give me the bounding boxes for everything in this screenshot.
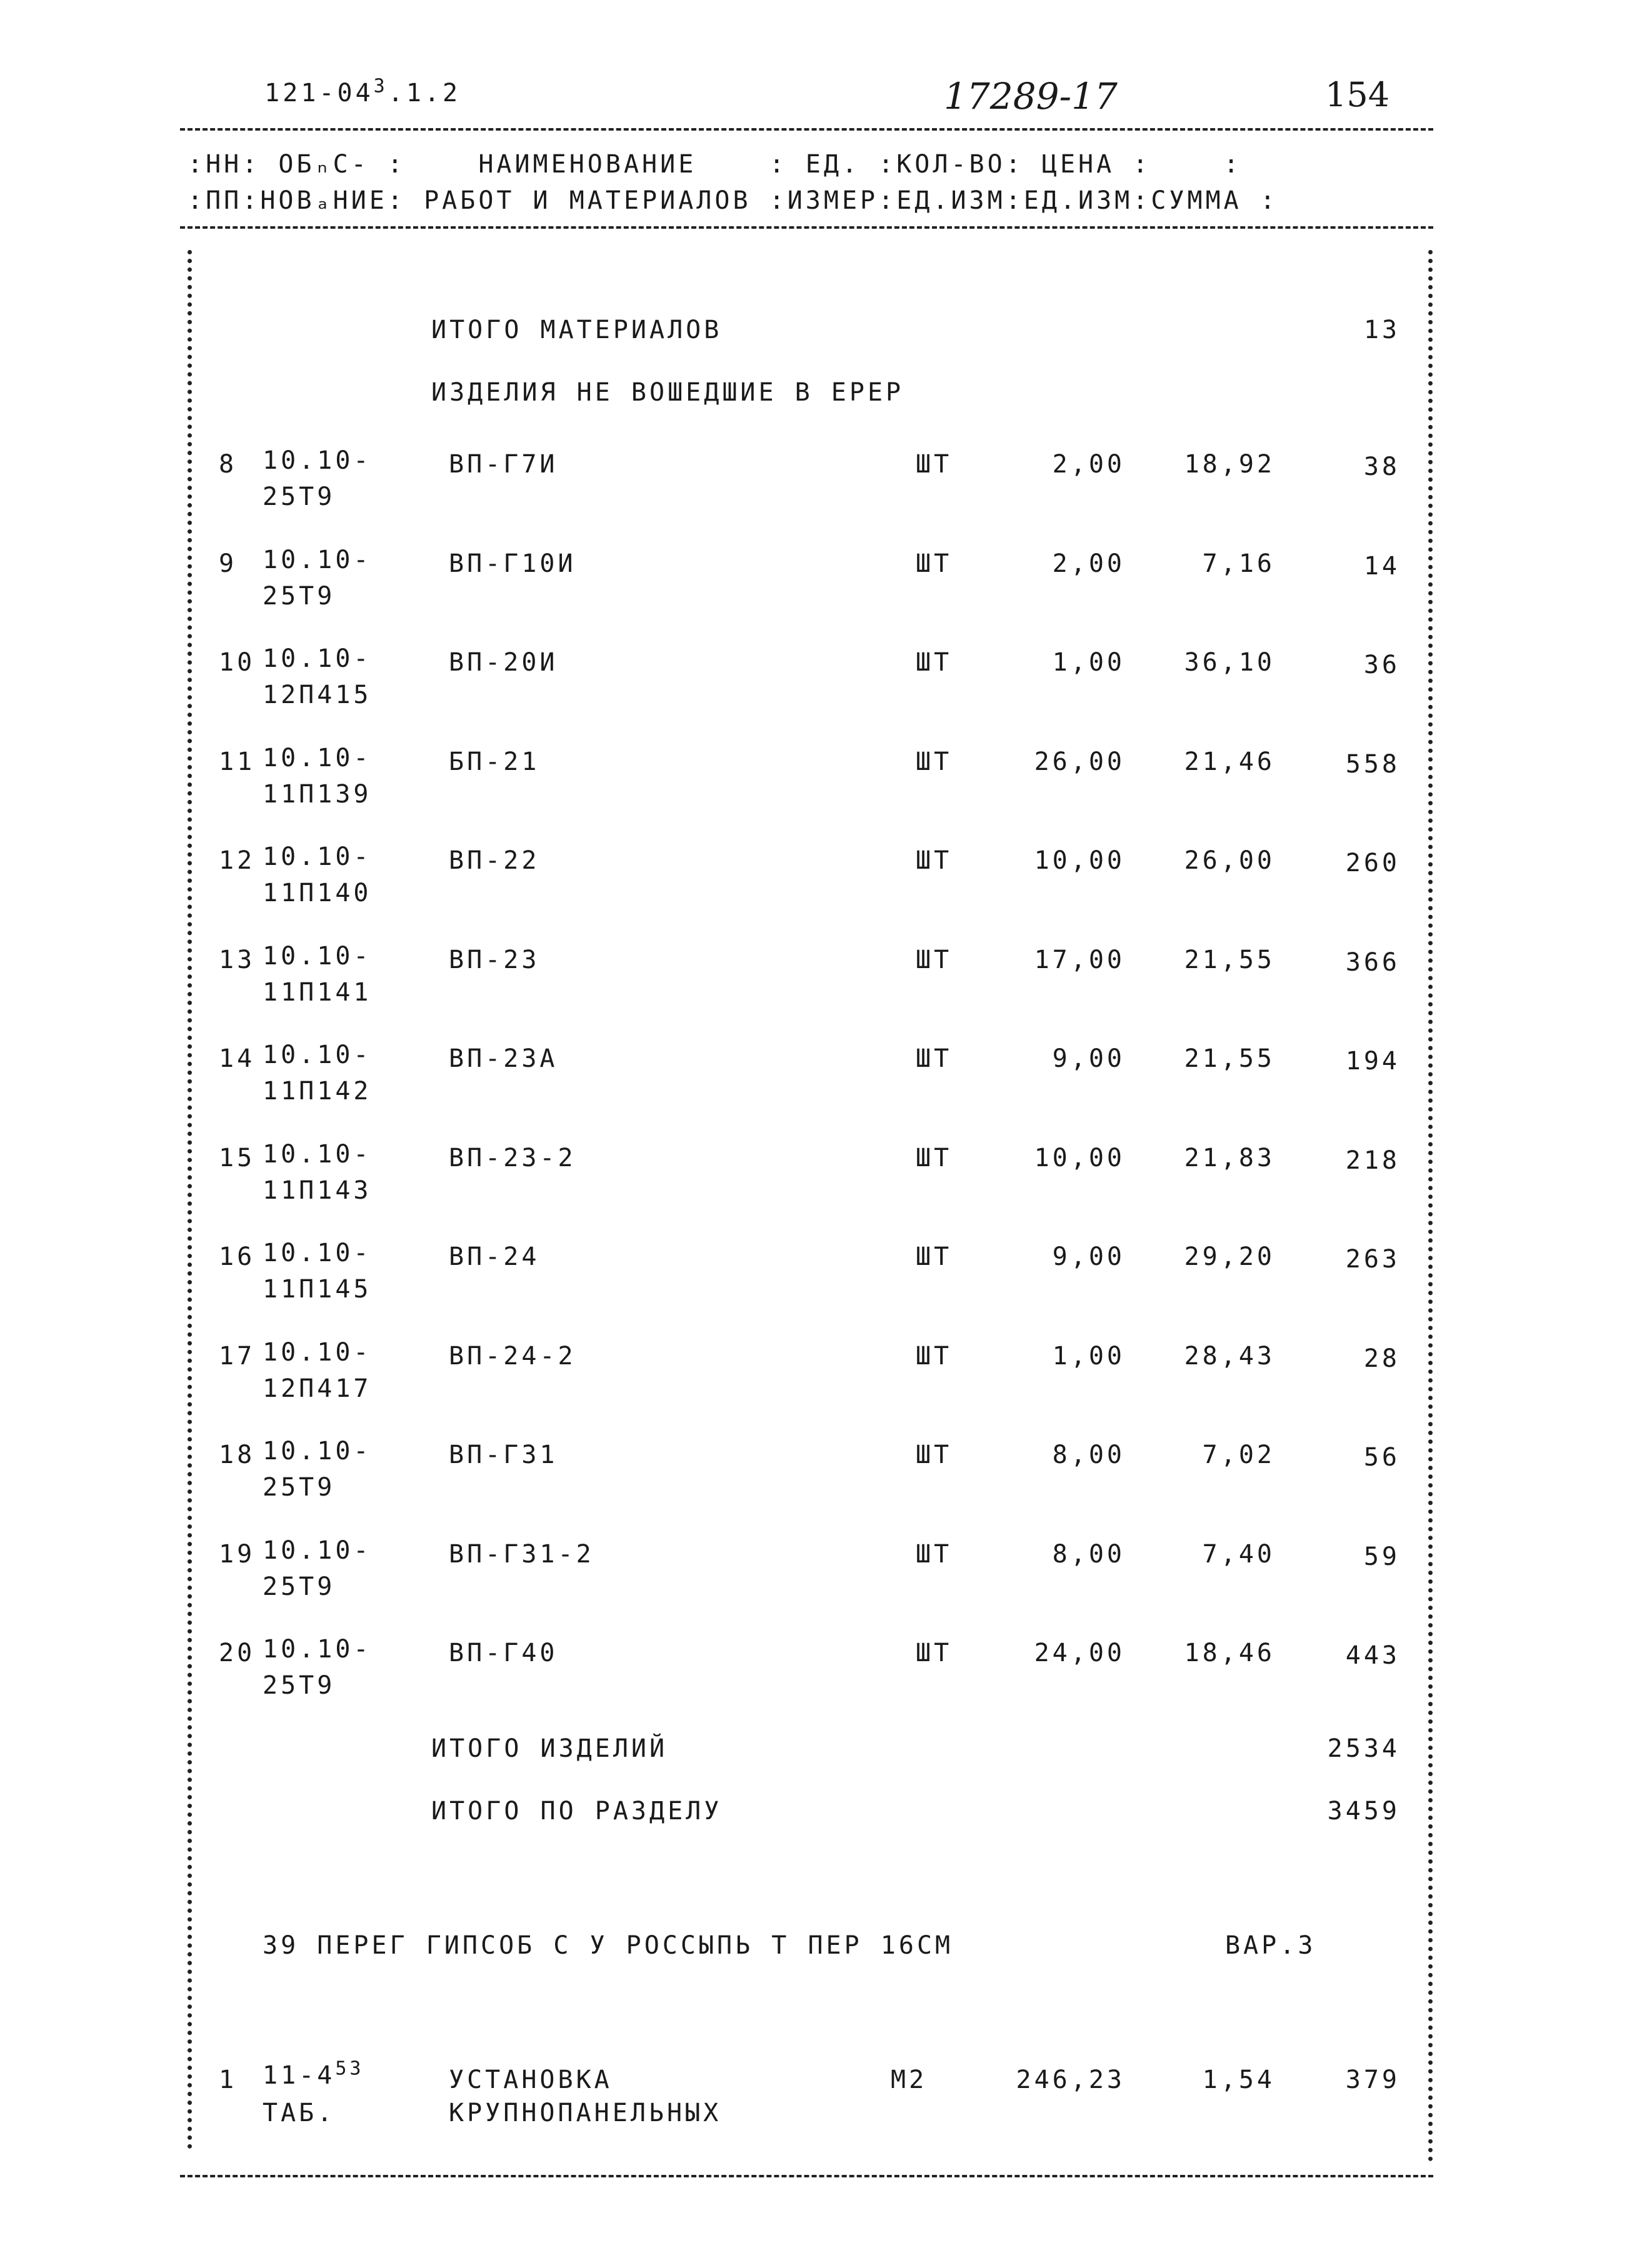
row-price: 18,92 xyxy=(1184,450,1275,479)
document-code: $121-04^3.1.2$ xyxy=(264,75,461,107)
row-code: 10.10- xyxy=(263,1536,372,1565)
row-name: ВП-Г7И xyxy=(449,450,558,479)
section-total-value: 3459 xyxy=(1327,1797,1400,1826)
row-unit: ШТ xyxy=(916,648,953,677)
row-number: 18 xyxy=(219,1441,256,1469)
row-qty: 8,00 xyxy=(1052,1540,1125,1569)
row-name: БП-21 xyxy=(449,747,540,776)
row-name: ВП-23-2 xyxy=(449,1144,576,1172)
row-code-2: 25Т9 xyxy=(263,1671,336,1700)
row-code-2: 12П417 xyxy=(263,1374,372,1403)
last-row-price: 1,54 xyxy=(1202,2066,1275,2094)
row-price: 29,20 xyxy=(1184,1242,1275,1271)
row-price: 18,46 xyxy=(1184,1639,1275,1667)
row-code-2: 11П141 xyxy=(263,978,372,1007)
row-qty: 2,00 xyxy=(1052,450,1125,479)
row-qty: 1,00 xyxy=(1052,648,1125,677)
row-number: 19 xyxy=(219,1540,256,1569)
row-unit: ШТ xyxy=(916,1242,953,1271)
row-code-2: 11П142 xyxy=(263,1077,372,1106)
row-number: 8 xyxy=(219,450,238,479)
last-row-unit: М2 xyxy=(891,2066,928,2094)
row-code-2: 25Т9 xyxy=(263,582,336,611)
row-sum: 56 xyxy=(1363,1443,1400,1472)
row-name: ВП-20И xyxy=(449,648,558,677)
handwritten-number: 17289-17 xyxy=(944,75,1118,117)
row-unit: ШТ xyxy=(916,549,953,578)
row-number: 17 xyxy=(219,1342,256,1371)
row-code-2: 25Т9 xyxy=(263,1473,336,1502)
row-code-2: 25Т9 xyxy=(263,1572,336,1601)
row-code: 10.10- xyxy=(263,644,372,673)
row-unit: ШТ xyxy=(916,450,953,479)
row-qty: 8,00 xyxy=(1052,1441,1125,1469)
row-code-2: 11П140 xyxy=(263,879,372,907)
row-qty: 10,00 xyxy=(1034,1144,1125,1172)
row-number: 14 xyxy=(219,1044,256,1073)
row-name: ВП-23А xyxy=(449,1044,558,1073)
row-name: ВП-Г31-2 xyxy=(449,1540,594,1569)
row-code: 10.10- xyxy=(263,446,372,475)
section-total-label: ИТОГО ПО РАЗДЕЛУ xyxy=(431,1797,723,1826)
row-name: ВП-23 xyxy=(449,946,540,974)
products-total-value: 2534 xyxy=(1327,1734,1400,1763)
row-price: 21,55 xyxy=(1184,946,1275,974)
row-code: 10.10- xyxy=(263,744,372,772)
row-number: 15 xyxy=(219,1144,256,1172)
row-price: 7,02 xyxy=(1202,1441,1275,1469)
row-sum: 260 xyxy=(1345,849,1400,877)
row-sum: 194 xyxy=(1345,1047,1400,1076)
row-code: 10.10- xyxy=(263,842,372,871)
section-39-variant: ВАР.3 xyxy=(1225,1931,1316,1960)
row-sum: 443 xyxy=(1345,1641,1400,1670)
last-row-name-2: КРУПНОПАНЕЛЬНЫХ xyxy=(449,2099,722,2127)
row-qty: 1,00 xyxy=(1052,1342,1125,1371)
last-row-sum: 379 xyxy=(1345,2066,1400,2094)
row-unit: ШТ xyxy=(916,1639,953,1667)
last-row-number: 1 xyxy=(219,2066,238,2094)
row-name: ВП-24-2 xyxy=(449,1342,576,1371)
last-row-code: $11-4^{53}$ xyxy=(263,2057,364,2090)
row-unit: ШТ xyxy=(916,946,953,974)
row-code: 10.10- xyxy=(263,1635,372,1664)
row-code: 10.10- xyxy=(263,942,372,971)
row-code: 10.10- xyxy=(263,1140,372,1169)
row-sum: 59 xyxy=(1363,1542,1400,1571)
header-line-2: :ПП:НОВₐНИЕ: РАБОТ И МАТЕРИАЛОВ :ИЗМЕР:ЕД.ИЗМ:ЕД.ИЗМ:СУММА : xyxy=(188,186,1278,215)
row-number: 16 xyxy=(219,1242,256,1271)
header-line-1: :НН: ОБₙС- : НАИМЕНОВАНИЕ : ЕД. :КОЛ-ВО: ЦЕНА : : xyxy=(188,150,1242,179)
header-top-rule xyxy=(180,128,1433,131)
row-number: 13 xyxy=(219,946,256,974)
row-number: 12 xyxy=(219,846,256,875)
last-row-code-2: ТАБ. xyxy=(263,2099,336,2127)
last-row-qty: 246,23 xyxy=(1016,2066,1125,2094)
section-39-title: 39 ПЕРЕГ ГИПСОБ С У РОССЫПЬ Т ПЕР 16СМ xyxy=(263,1931,954,1960)
row-sum: 36 xyxy=(1363,651,1400,679)
row-sum: 558 xyxy=(1345,750,1400,779)
row-sum: 14 xyxy=(1363,552,1400,581)
header-bottom-rule xyxy=(180,226,1433,229)
row-price: 7,16 xyxy=(1202,549,1275,578)
row-code: 10.10- xyxy=(263,1338,372,1367)
row-code-2: 11П139 xyxy=(263,780,372,809)
row-sum: 263 xyxy=(1345,1245,1400,1274)
row-price: 36,10 xyxy=(1184,648,1275,677)
row-number: 11 xyxy=(219,747,256,776)
row-number: 9 xyxy=(219,549,238,578)
materials-total-value: 13 xyxy=(1363,316,1400,344)
row-unit: ШТ xyxy=(916,1342,953,1371)
row-name: ВП-Г31 xyxy=(449,1441,558,1469)
row-qty: 17,00 xyxy=(1034,946,1125,974)
row-price: 21,55 xyxy=(1184,1044,1275,1073)
row-qty: 10,00 xyxy=(1034,846,1125,875)
row-unit: ШТ xyxy=(916,747,953,776)
row-qty: 24,00 xyxy=(1034,1639,1125,1667)
row-number: 10 xyxy=(219,648,256,677)
products-total-label: ИТОГО ИЗДЕЛИЙ xyxy=(431,1734,668,1763)
section-heading: ИЗДЕЛИЯ НЕ ВОШЕДШИЕ В ЕРЕР xyxy=(431,378,904,407)
last-row-name: УСТАНОВКА xyxy=(449,2066,613,2094)
row-unit: ШТ xyxy=(916,1144,953,1172)
row-code: 10.10- xyxy=(263,1437,372,1466)
page-number: 154 xyxy=(1325,75,1390,114)
row-name: ВП-Г40 xyxy=(449,1639,558,1667)
row-name: ВП-22 xyxy=(449,846,540,875)
row-name: ВП-24 xyxy=(449,1242,540,1271)
row-price: 26,00 xyxy=(1184,846,1275,875)
row-code: 10.10- xyxy=(263,1239,372,1267)
left-border xyxy=(188,250,192,2150)
right-border xyxy=(1428,250,1433,2162)
row-code-2: 11П145 xyxy=(263,1275,372,1304)
row-unit: ШТ xyxy=(916,1441,953,1469)
row-price: 28,43 xyxy=(1184,1342,1275,1371)
row-name: ВП-Г10И xyxy=(449,549,576,578)
row-code: 10.10- xyxy=(263,1041,372,1069)
row-unit: ШТ xyxy=(916,1044,953,1073)
row-sum: 38 xyxy=(1363,452,1400,481)
row-code-2: 25Т9 xyxy=(263,482,336,511)
row-qty: 26,00 xyxy=(1034,747,1125,776)
row-code-2: 11П143 xyxy=(263,1176,372,1205)
row-price: 21,83 xyxy=(1184,1144,1275,1172)
materials-total-label: ИТОГО МАТЕРИАЛОВ xyxy=(431,316,723,344)
row-code-2: 12П415 xyxy=(263,681,372,709)
row-number: 20 xyxy=(219,1639,256,1667)
row-unit: ШТ xyxy=(916,846,953,875)
row-code: 10.10- xyxy=(263,546,372,574)
row-sum: 366 xyxy=(1345,948,1400,977)
bottom-rule xyxy=(180,2175,1433,2177)
row-sum: 28 xyxy=(1363,1344,1400,1373)
row-sum: 218 xyxy=(1345,1146,1400,1175)
row-price: 21,46 xyxy=(1184,747,1275,776)
row-qty: 9,00 xyxy=(1052,1242,1125,1271)
row-price: 7,40 xyxy=(1202,1540,1275,1569)
row-unit: ШТ xyxy=(916,1540,953,1569)
row-qty: 9,00 xyxy=(1052,1044,1125,1073)
row-qty: 2,00 xyxy=(1052,549,1125,578)
